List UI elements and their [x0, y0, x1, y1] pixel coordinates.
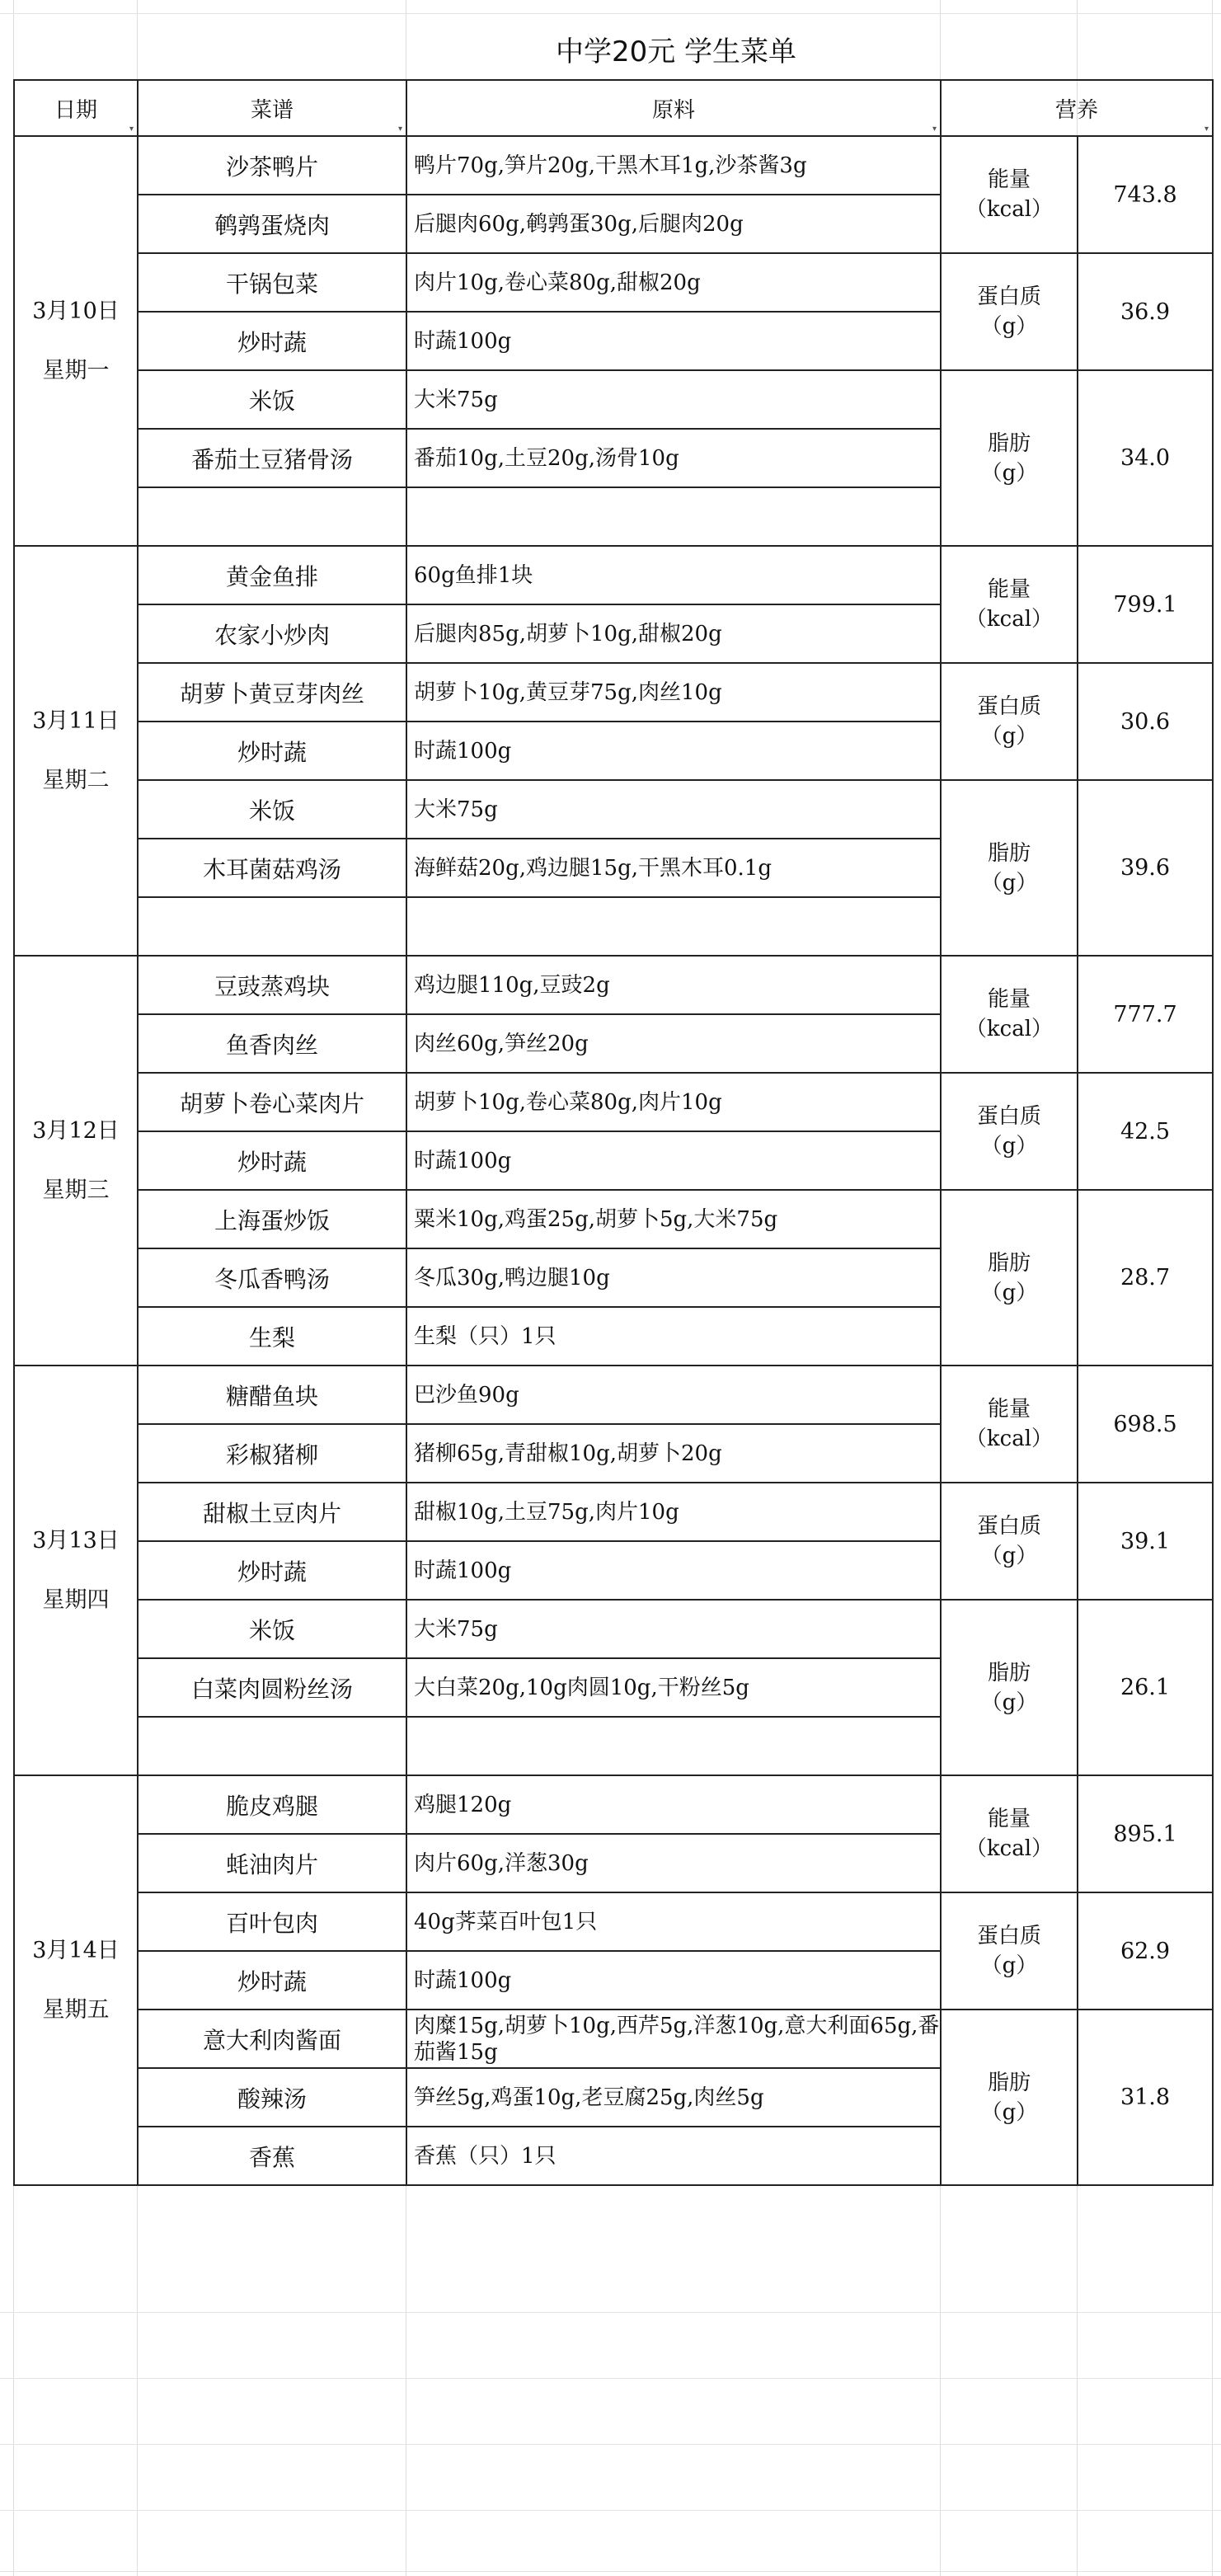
header-dish[interactable]: 菜谱 ▾	[138, 80, 406, 136]
weekday-text: 星期五	[42, 1996, 110, 2023]
dish-name[interactable]: 木耳菌菇鸡汤	[138, 839, 406, 897]
menu-table	[13, 79, 1214, 2186]
ingredients-cell[interactable]: 大米75g	[406, 370, 941, 429]
energy-value[interactable]: 799.1	[1078, 546, 1213, 663]
dish-name[interactable]: 生梨	[138, 1307, 406, 1366]
protein-value[interactable]: 36.9	[1078, 253, 1213, 370]
dish-name[interactable]: 米饭	[138, 370, 406, 429]
date-text: 3月11日	[32, 707, 120, 734]
ingredients-cell[interactable]: 猪柳65g,青甜椒10g,胡萝卜20g	[406, 1424, 941, 1483]
ingredients-cell[interactable]: 肉片10g,卷心菜80g,甜椒20g	[406, 253, 941, 312]
ingredients-cell[interactable]: 鸡边腿110g,豆豉2g	[406, 956, 941, 1014]
menu-row	[14, 2010, 1213, 2068]
date-cell[interactable]	[14, 956, 138, 1366]
energy-label: 能量 （kcal）	[941, 1775, 1078, 1892]
ingredients-cell[interactable]: 胡萝卜10g,黄豆芽75g,肉丝10g	[406, 663, 941, 722]
energy-label: 能量 （kcal）	[941, 546, 1078, 663]
energy-label: 能量 （kcal）	[941, 1366, 1078, 1483]
fat-label: 脂肪 （g）	[941, 2010, 1078, 2185]
ingredients-cell[interactable]: 香蕉（只）1只	[406, 2127, 941, 2185]
dish-name[interactable]: 甜椒土豆肉片	[138, 1483, 406, 1541]
dish-name[interactable]: 酸辣汤	[138, 2068, 406, 2127]
ingredients-cell[interactable]: 后腿肉60g,鹌鹑蛋30g,后腿肉20g	[406, 195, 941, 253]
page-title: 中学20元 学生菜单	[555, 35, 797, 68]
energy-value[interactable]: 777.7	[1078, 956, 1213, 1073]
header-nutrition[interactable]: 营养 ▾	[941, 80, 1213, 136]
dish-name[interactable]: 炒时蔬	[138, 1131, 406, 1190]
dish-name[interactable]: 沙茶鸭片	[138, 136, 406, 195]
menu-row	[14, 136, 1213, 195]
fat-label: 脂肪 （g）	[941, 1190, 1078, 1366]
dish-name[interactable]: 鹌鹑蛋烧肉	[138, 195, 406, 253]
menu-row	[14, 370, 1213, 429]
dish-name[interactable]: 彩椒猪柳	[138, 1424, 406, 1483]
weekday-text: 星期一	[42, 357, 110, 383]
ingredients-cell[interactable]: 大米75g	[406, 780, 941, 839]
ingredients-cell[interactable]: 大米75g	[406, 1600, 941, 1658]
dish-name[interactable]: 农家小炒肉	[138, 604, 406, 663]
dish-name[interactable]: 冬瓜香鸭汤	[138, 1248, 406, 1307]
dish-name[interactable]: 米饭	[138, 1600, 406, 1658]
date-cell[interactable]	[14, 136, 138, 546]
header-ingredients[interactable]: 原料 ▾	[406, 80, 941, 136]
fat-value[interactable]: 39.6	[1078, 780, 1213, 956]
menu-row	[14, 1190, 1213, 1248]
dish-name[interactable]: 百叶包肉	[138, 1892, 406, 1951]
dish-name[interactable]: 胡萝卜黄豆芽肉丝	[138, 663, 406, 722]
ingredients-cell[interactable]: 时蔬100g	[406, 722, 941, 780]
fat-label: 脂肪 （g）	[941, 370, 1078, 546]
dish-name[interactable]: 黄金鱼排	[138, 546, 406, 604]
ingredients-cell[interactable]: 鸭片70g,笋片20g,干黑木耳1g,沙茶酱3g	[406, 136, 941, 195]
dish-name[interactable]: 炒时蔬	[138, 1541, 406, 1600]
ingredients-cell[interactable]: 60g鱼排1块	[406, 546, 941, 604]
energy-label: 能量 （kcal）	[941, 136, 1078, 253]
ingredients-cell[interactable]: 时蔬100g	[406, 1541, 941, 1600]
dish-name[interactable]: 鱼香肉丝	[138, 1014, 406, 1073]
filter-dropdown-icon[interactable]: ▾	[397, 125, 402, 134]
fat-value[interactable]: 34.0	[1078, 370, 1213, 546]
filter-dropdown-icon[interactable]: ▾	[1204, 125, 1209, 134]
header-date[interactable]: 日期 ▾	[14, 80, 138, 136]
menu-row	[14, 663, 1213, 722]
dish-name[interactable]: 意大利肉酱面	[138, 2010, 406, 2068]
date-text: 3月13日	[32, 1527, 120, 1554]
ingredients-cell[interactable]: 鸡腿120g	[406, 1775, 941, 1834]
ingredients-cell[interactable]: 时蔬100g	[406, 1951, 941, 2010]
menu-row	[14, 253, 1213, 312]
protein-value[interactable]: 62.9	[1078, 1892, 1213, 2010]
dish-name[interactable]: 番茄土豆猪骨汤	[138, 429, 406, 487]
energy-value[interactable]: 895.1	[1078, 1775, 1213, 1892]
protein-value[interactable]: 30.6	[1078, 663, 1213, 780]
filter-dropdown-icon[interactable]: ▾	[932, 125, 937, 134]
date-cell[interactable]	[14, 1366, 138, 1775]
ingredients-cell[interactable]: 后腿肉85g,胡萝卜10g,甜椒20g	[406, 604, 941, 663]
ingredients-cell[interactable]: 肉片60g,洋葱30g	[406, 1834, 941, 1892]
ingredients-cell[interactable]: 时蔬100g	[406, 312, 941, 370]
dish-name[interactable]: 炒时蔬	[138, 1951, 406, 2010]
weekday-text: 星期三	[42, 1177, 110, 1203]
ingredients-cell[interactable]: 肉丝60g,笋丝20g	[406, 1014, 941, 1073]
date-text: 3月10日	[32, 298, 120, 324]
header-row	[14, 80, 1213, 136]
protein-value[interactable]: 39.1	[1078, 1483, 1213, 1600]
dish-name[interactable]: 豆豉蒸鸡块	[138, 956, 406, 1014]
date-text: 3月14日	[32, 1937, 120, 1963]
dish-name[interactable]: 上海蛋炒饭	[138, 1190, 406, 1248]
dish-name[interactable]: 干锅包菜	[138, 253, 406, 312]
ingredients-cell[interactable]: 甜椒10g,土豆75g,肉片10g	[406, 1483, 941, 1541]
dish-name[interactable]: 炒时蔬	[138, 312, 406, 370]
dish-name[interactable]: 炒时蔬	[138, 722, 406, 780]
menu-row	[14, 1600, 1213, 1658]
fat-value[interactable]: 31.8	[1078, 2010, 1213, 2185]
ingredients-cell[interactable]: 时蔬100g	[406, 1131, 941, 1190]
protein-label: 蛋白质 （g）	[941, 663, 1078, 780]
date-cell[interactable]	[14, 546, 138, 956]
ingredients-cell[interactable]	[406, 897, 941, 956]
date-text: 3月12日	[32, 1117, 120, 1144]
protein-value[interactable]: 42.5	[1078, 1073, 1213, 1190]
dish-name[interactable]	[138, 487, 406, 546]
ingredients-cell[interactable]: 粟米10g,鸡蛋25g,胡萝卜5g,大米75g	[406, 1190, 941, 1248]
dish-name[interactable]: 脆皮鸡腿	[138, 1775, 406, 1834]
menu-row	[14, 1892, 1213, 1951]
dish-name[interactable]: 胡萝卜卷心菜肉片	[138, 1073, 406, 1131]
ingredients-cell[interactable]: 大白菜20g,10g肉圆10g,干粉丝5g	[406, 1658, 941, 1717]
ingredients-cell[interactable]: 冬瓜30g,鸭边腿10g	[406, 1248, 941, 1307]
dish-name[interactable]: 白菜肉圆粉丝汤	[138, 1658, 406, 1717]
dish-name[interactable]: 蚝油肉片	[138, 1834, 406, 1892]
protein-label: 蛋白质 （g）	[941, 1483, 1078, 1600]
dish-name[interactable]: 香蕉	[138, 2127, 406, 2185]
menu-body	[14, 136, 1213, 2185]
dish-name[interactable]	[138, 897, 406, 956]
ingredients-cell[interactable]: 40g荠菜百叶包1只	[406, 1892, 941, 1951]
menu-row	[14, 1775, 1213, 1834]
ingredients-cell[interactable]: 笋丝5g,鸡蛋10g,老豆腐25g,肉丝5g	[406, 2068, 941, 2127]
protein-label: 蛋白质 （g）	[941, 1892, 1078, 2010]
ingredients-cell[interactable]	[406, 1717, 941, 1775]
protein-label: 蛋白质 （g）	[941, 1073, 1078, 1190]
ingredients-cell[interactable]: 番茄10g,土豆20g,汤骨10g	[406, 429, 941, 487]
fat-label: 脂肪 （g）	[941, 1600, 1078, 1775]
dish-name[interactable]: 糖醋鱼块	[138, 1366, 406, 1424]
ingredients-cell[interactable]: 肉糜15g,胡萝卜10g,西芹5g,洋葱10g,意大利面65g,番茄酱15g	[406, 2010, 941, 2068]
fat-value[interactable]: 28.7	[1078, 1190, 1213, 1366]
energy-value[interactable]: 698.5	[1078, 1366, 1213, 1483]
ingredients-cell[interactable]: 巴沙鱼90g	[406, 1366, 941, 1424]
date-cell[interactable]	[14, 1775, 138, 2185]
protein-label: 蛋白质 （g）	[941, 253, 1078, 370]
dish-name[interactable]: 米饭	[138, 780, 406, 839]
fat-label: 脂肪 （g）	[941, 780, 1078, 956]
ingredients-cell[interactable]: 生梨（只）1只	[406, 1307, 941, 1366]
weekday-text: 星期四	[42, 1586, 110, 1613]
dish-name[interactable]	[138, 1717, 406, 1775]
menu-row	[14, 546, 1213, 604]
menu-row	[14, 780, 1213, 839]
ingredients-cell[interactable]: 海鲜菇20g,鸡边腿15g,干黑木耳0.1g	[406, 839, 941, 897]
ingredients-cell[interactable]	[406, 487, 941, 546]
energy-value[interactable]: 743.8	[1078, 136, 1213, 253]
menu-row	[14, 1073, 1213, 1131]
menu-row	[14, 1483, 1213, 1541]
filter-dropdown-icon[interactable]: ▾	[129, 125, 134, 134]
energy-label: 能量 （kcal）	[941, 956, 1078, 1073]
fat-value[interactable]: 26.1	[1078, 1600, 1213, 1775]
menu-row	[14, 1366, 1213, 1424]
menu-row	[14, 956, 1213, 1014]
ingredients-cell[interactable]: 胡萝卜10g,卷心菜80g,肉片10g	[406, 1073, 941, 1131]
weekday-text: 星期二	[42, 767, 110, 793]
